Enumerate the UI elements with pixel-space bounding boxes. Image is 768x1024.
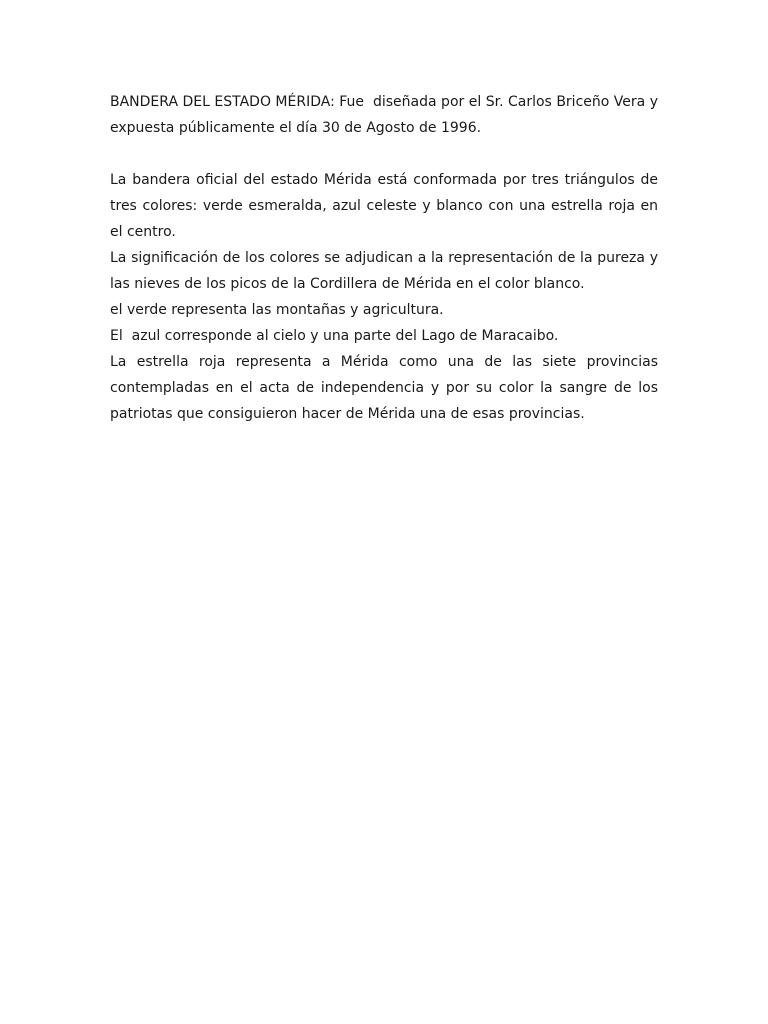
green-meaning-paragraph: el verde representa las montañas y agricultura.: [110, 302, 444, 318]
document-body: [110, 89, 663, 427]
colors-meaning-paragraph: La significación de los colores se adjudican a la representación de la pureza y las nieves de los picos de la Cordillera de Mérida en el color blanco.: [110, 250, 658, 292]
blue-meaning-paragraph: El azul corresponde al cielo y una parte del Lago de Maracaibo.: [110, 328, 559, 344]
title-paragraph: BANDERA DEL ESTADO MÉRIDA: Fue diseñada por el Sr. Carlos Briceño Vera y expuesta públicamente el día 30 de Agosto de 1996.: [110, 94, 663, 136]
paragraph-spacer: [110, 141, 658, 167]
flag-description-paragraph: La bandera oficial del estado Mérida está conformada por tres triángulos de tres colores: verde esmeralda, azul celeste y blanco con una estrella roja en el centro.: [110, 172, 658, 240]
red-star-meaning-paragraph: La estrella roja representa a Mérida como una de las siete provincias contempladas en el acta de independencia y por su color la sangre de los patriotas que consiguieron hacer de Mérida una de esas provincias.: [110, 354, 658, 422]
